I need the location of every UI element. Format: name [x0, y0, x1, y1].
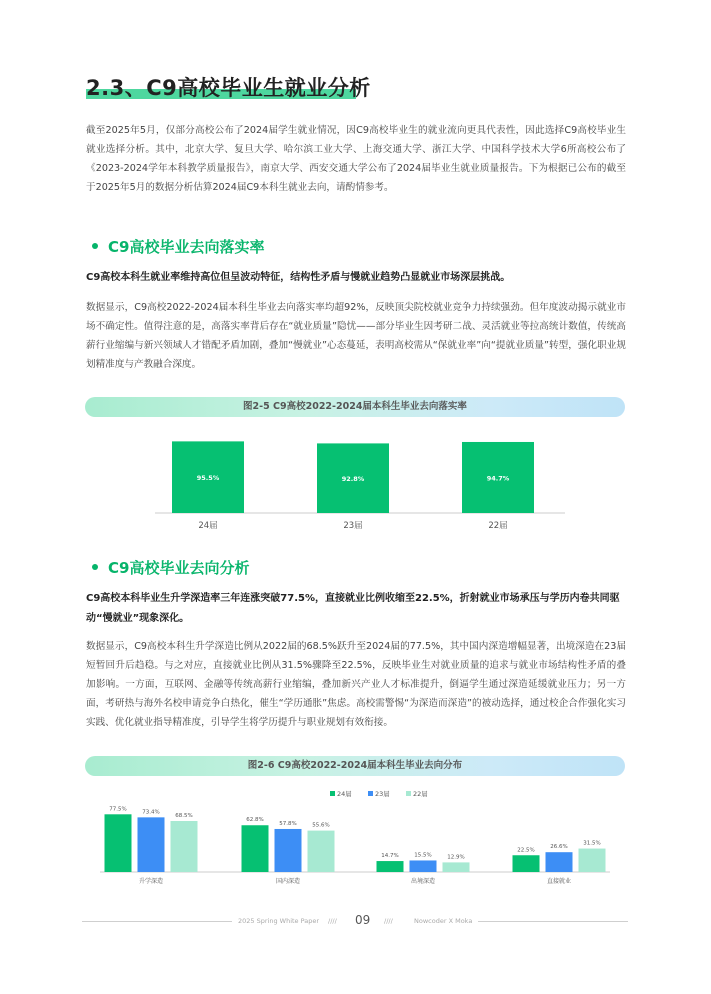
chart-1-banner: 图2-5 C9高校2022-2024届本科生毕业去向落实率: [85, 397, 625, 417]
subsection-1-lead: C9高校本科生就业率维持高位但呈波动特征，结构性矛盾与慢就业趋势凸显就业市场深层挑战。: [86, 272, 511, 283]
subsection-heading-2-text: C9高校毕业去向分析: [108, 559, 250, 577]
chart-2-bar: [546, 852, 573, 872]
chart-2-bar: [410, 860, 437, 872]
chart-2-data-label: 14.7%: [381, 853, 399, 860]
chart-2-data-label: 68.5%: [175, 813, 193, 820]
chart-2-category-label: 出境深造: [410, 878, 436, 885]
chart-2-legend-label: 23届: [375, 790, 390, 798]
chart-1-data-label: 94.7%: [486, 474, 510, 483]
section-title-block: [86, 72, 371, 102]
chart-2-category-label: 直接就业: [546, 878, 572, 885]
chart-2-legend-swatch: [368, 791, 373, 796]
chart-1-category-label: 24届: [198, 521, 218, 531]
footer-right-text: Nowcoder X Moka: [414, 917, 473, 925]
chart-2-data-label: 55.6%: [312, 822, 330, 829]
subsection-heading-1: [92, 236, 264, 257]
bullet-icon: [92, 564, 98, 570]
chart-2-data-label: 31.5%: [583, 840, 601, 847]
section-title: 2.3、C9高校毕业生就业分析: [86, 76, 371, 100]
chart-2-data-label: 73.4%: [142, 809, 160, 816]
chart-2-data-label: 77.5%: [109, 806, 127, 813]
subsection-heading-2: [92, 557, 249, 578]
chart-2-bar: [242, 825, 269, 872]
chart-2-category-label: 国内深造: [275, 878, 301, 885]
chart-2-bar: [308, 831, 335, 872]
intro-paragraph: 截至2025年5月，仅部分高校公布了2024届学生就业情况，因C9高校毕业生的就业流向更具代表性，因此选择C9高校毕业生就业选择分析。其中，北京大学、复旦大学、哈尔滨工业大学、上海交通大学、浙江大学、中国科学技术大学6所高校公布了《2023-2024学年本科教学质量报告》，南京大学、西安交通大学公布了2024届毕业生就业质量报告。下为根据已公布的截至于2025年5月的数据分析估算2024届C9本科生就业去向，请酌情参考。: [86, 125, 626, 193]
chart-2-legend-swatch: [406, 791, 411, 796]
footer-line-right: [478, 921, 628, 922]
chart-2-bar: [443, 862, 470, 872]
chart-2: [85, 785, 625, 890]
chart-1-category-label: 23届: [343, 521, 363, 531]
footer-left-text: 2025 Spring White Paper: [238, 917, 320, 925]
chart-1-data-label: 92.8%: [341, 475, 365, 484]
chart-2-bar: [105, 814, 132, 872]
chart-2-data-label: 26.6%: [550, 844, 568, 851]
chart-2-bar: [377, 861, 404, 872]
chart-1-category-label: 22届: [488, 521, 508, 531]
subsection-heading-1-text: C9高校毕业去向落实率: [108, 238, 265, 256]
chart-2-legend-label: 22届: [413, 790, 428, 798]
chart-1-data-label: 95.5%: [196, 474, 220, 483]
chart-1: [85, 420, 625, 540]
bullet-icon: [92, 243, 98, 249]
chart-2-banner: 图2-6 C9高校2022-2024届本科生毕业去向分布: [85, 756, 625, 776]
subsection-1-body: 数据显示，C9高校2022-2024届本科生毕业去向落实率均超92%，反映顶尖院校就业竞争力持续强劲。但年度波动揭示就业市场不确定性。值得注意的是，高落实率背后存在“就业质量”隐忧——部分毕业生因考研二战、灵活就业等拉高统计数值，传统高薪行业缩编与新兴领域人才错配矛盾加剧，叠加“慢就业”心态蔓延，表明高校需从“保就业率”向“提就业质量”转型，强化职业规划精准度与产教融合深度。: [86, 302, 626, 370]
chart-2-legend-label: 24届: [337, 790, 352, 798]
chart-2-bar: [513, 855, 540, 872]
chart-2-data-label: 62.8%: [246, 817, 264, 824]
chart-2-bar: [171, 821, 198, 872]
page-footer: [0, 913, 711, 929]
subsection-2-body: 数据显示，C9高校本科生升学深造比例从2022届的68.5%跃升至2024届的77.5%，其中国内深造增幅显著，出境深造在23届短暂回升后趋稳。与之对应，直接就业比例从31.5%骤降至22.5%，反映毕业生对就业质量的追求与就业市场结构性矛盾的叠加影响。一方面，互联网、金融等传统高薪行业缩编，叠加新兴产业人才标准提升，倒逼学生通过深造延缓就业压力；另一方面，考研热与海外名校申请竞争白热化，催生“学历通胀”焦虑。高校需警惕“为深造而深造”的被动选择，通过校企合作强化实习实践、优化就业指导精准度，引导学生将学历提升与职业规划有效衔接。: [86, 641, 626, 728]
chart-2-data-label: 57.8%: [279, 820, 297, 827]
chart-2-category-label: 升学深造: [138, 878, 164, 885]
chart-2-bar: [579, 849, 606, 872]
chart-2-bar: [138, 817, 165, 872]
chart-2-bar: [275, 829, 302, 872]
footer-line-left: [82, 921, 232, 922]
footer-separator: ////: [384, 917, 393, 925]
chart-2-data-label: 22.5%: [517, 847, 535, 854]
subsection-2-lead: C9高校本科毕业生升学深造率三年连涨突破77.5%，直接就业比例收缩至22.5%，折射就业市场承压与学历内卷共同驱动“慢就业”现象深化。: [86, 593, 620, 624]
chart-2-legend-swatch: [330, 791, 335, 796]
chart-2-data-label: 12.9%: [447, 854, 465, 861]
chart-2-data-label: 15.5%: [414, 852, 432, 859]
page-number: 09: [355, 913, 371, 927]
footer-separator: ////: [328, 917, 337, 925]
